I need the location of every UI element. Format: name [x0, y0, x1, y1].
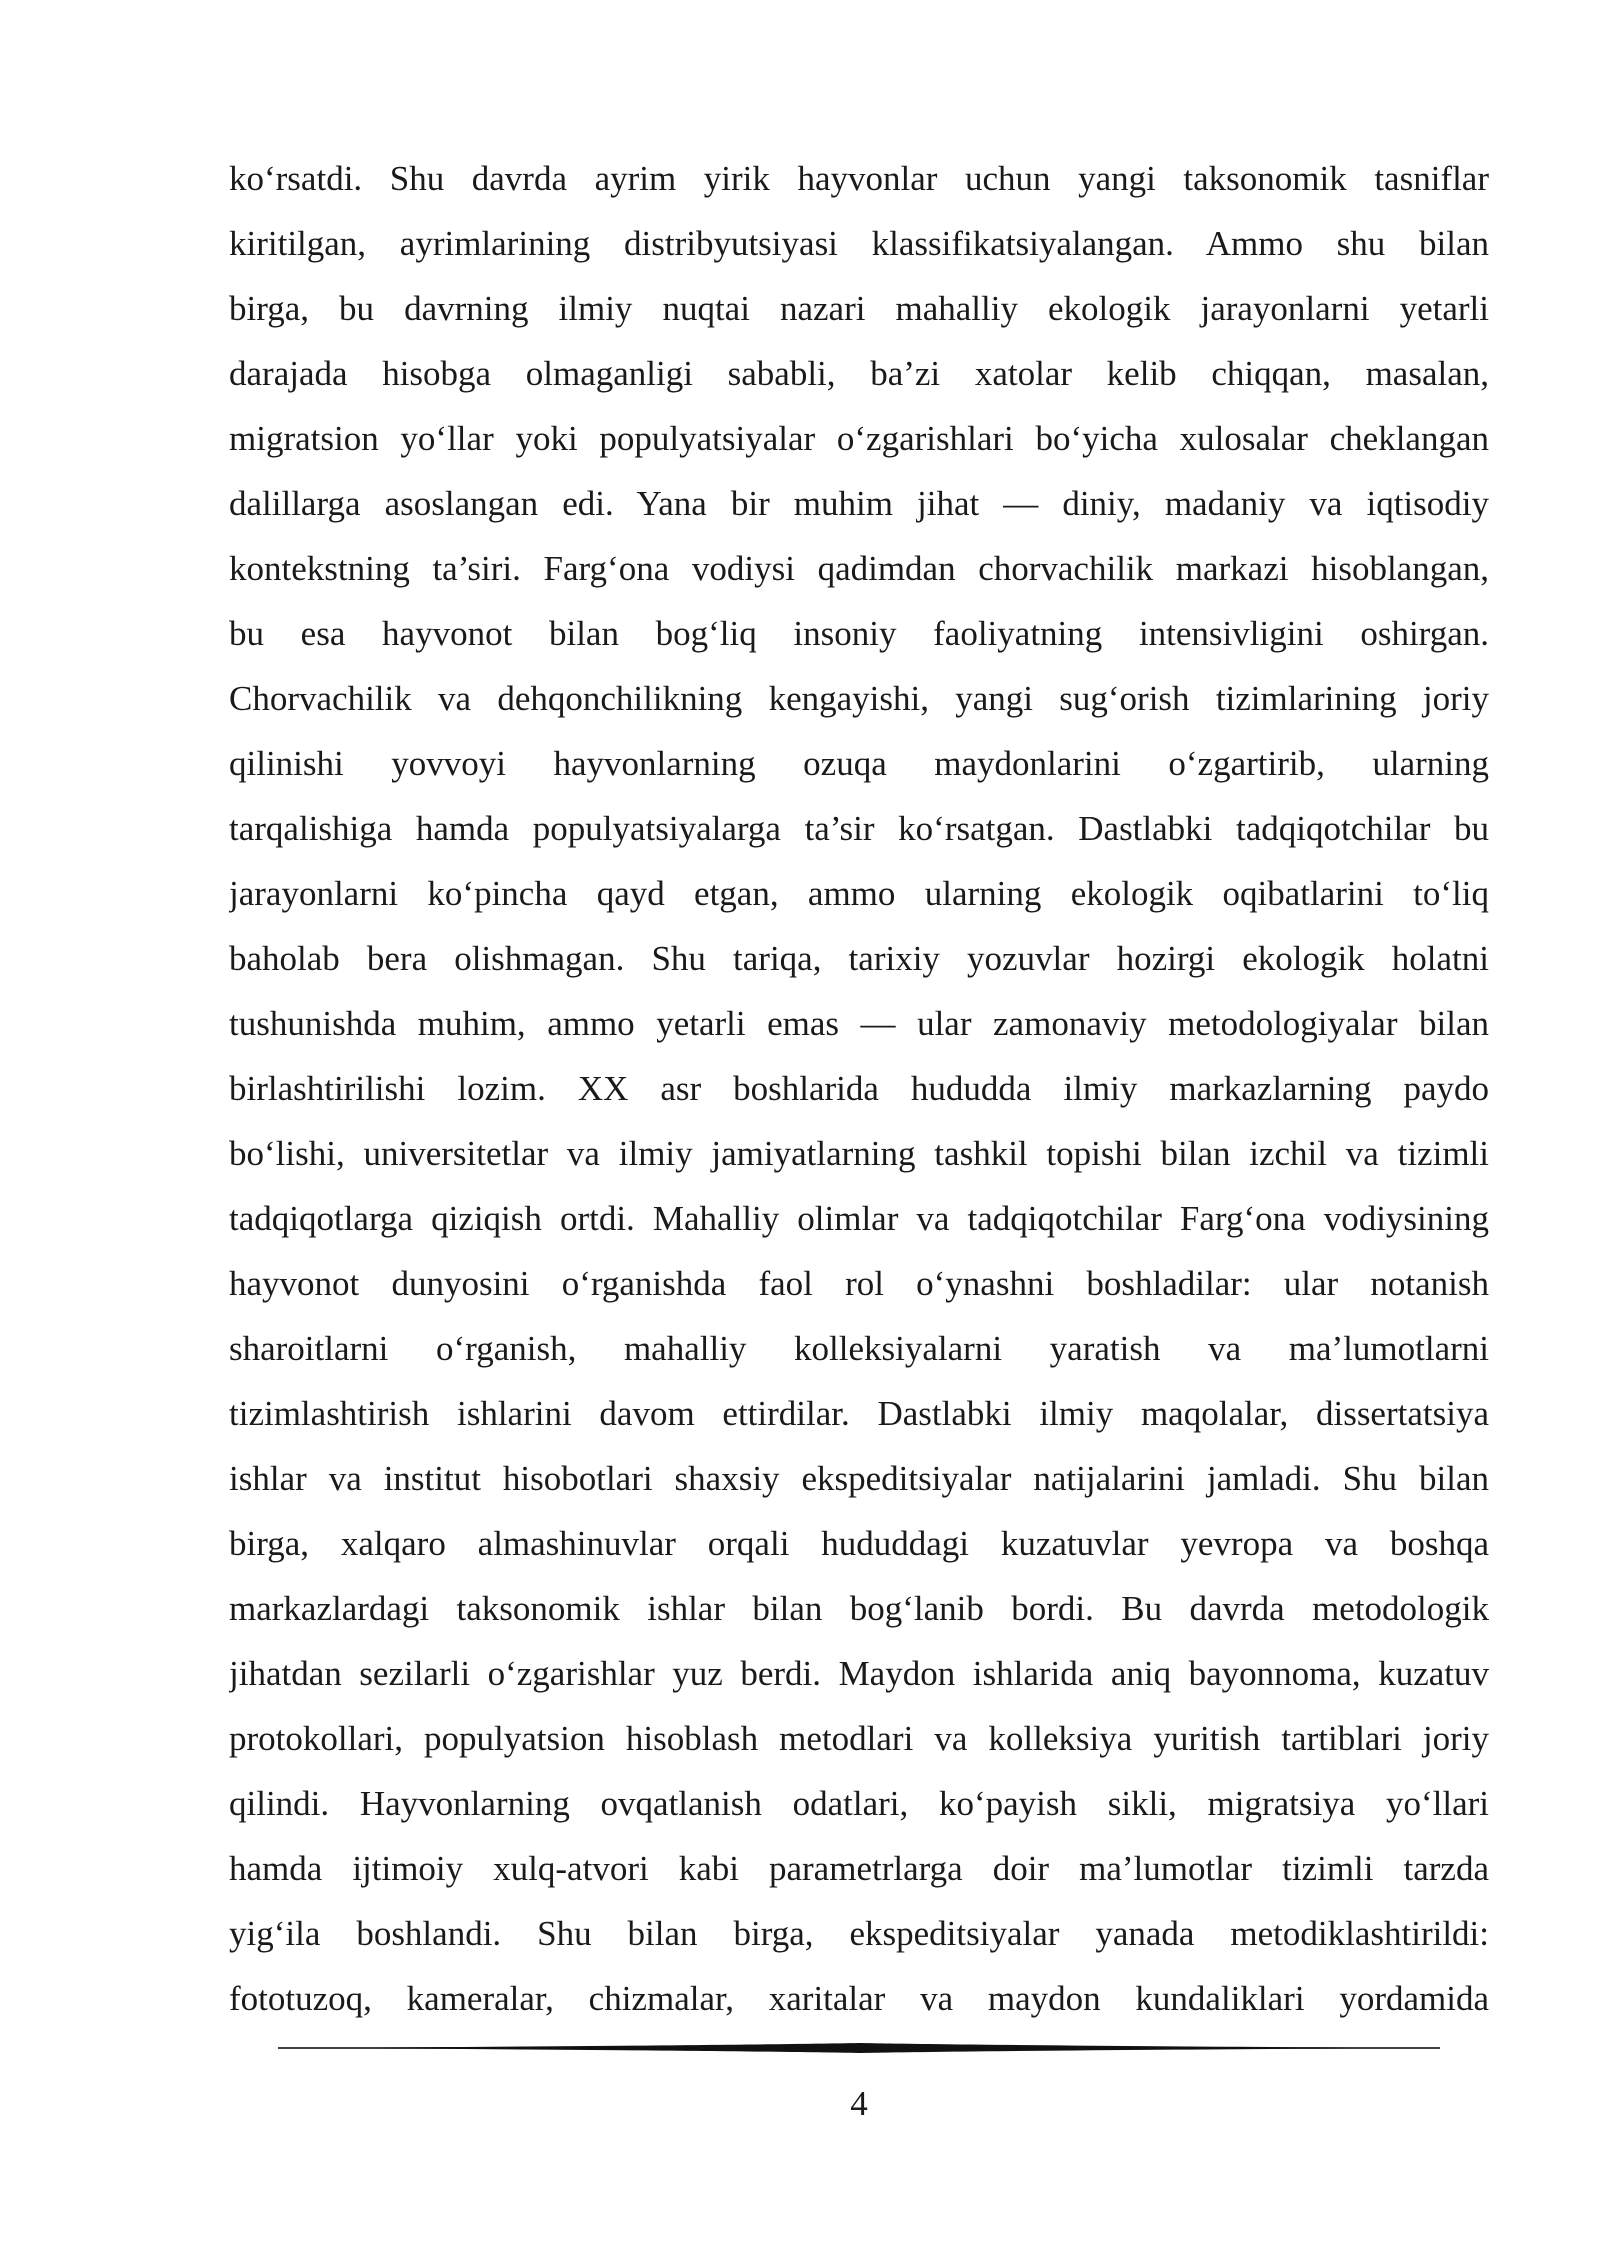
page-number: 4 — [850, 2084, 868, 2123]
text-line: fototuzoq, kameralar, chizmalar, xaritalar va maydon kundaliklari yordamida — [229, 1979, 1489, 2018]
text-line: baholab bera olishmagan. Shu tariqa, tarixiy yozuvlar hozirgi ekologik holatni — [229, 939, 1489, 978]
text-line: birga, bu davrning ilmiy nuqtai nazari mahalliy ekologik jarayonlarni yetarli — [229, 289, 1489, 328]
text-line: birga, xalqaro almashinuvlar orqali hududdagi kuzatuvlar yevropa va boshqa — [229, 1524, 1489, 1563]
text-line: ishlar va institut hisobotlari shaxsiy ekspeditsiyalar natijalarini jamladi. Shu bilan — [229, 1459, 1489, 1498]
text-line: Chorvachilik va dehqonchilikning kengayishi, yangi sug‘orish tizimlarining joriy — [229, 679, 1489, 718]
text-line: tadqiqotlarga qiziqish ortdi. Mahalliy olimlar va tadqiqotchilar Farg‘ona vodiysining — [229, 1199, 1489, 1238]
text-line: jarayonlarni ko‘pincha qayd etgan, ammo ularning ekologik oqibatlarini to‘liq — [229, 874, 1489, 913]
text-line: hayvonot dunyosini o‘rganishda faol rol o‘ynashni boshladilar: ular notanish — [229, 1264, 1489, 1303]
text-line: qilindi. Hayvonlarning ovqatlanish odatlari, ko‘payish sikli, migratsiya yo‘llari — [229, 1784, 1489, 1823]
text-line: kiritilgan, ayrimlarining distribyutsiyasi klassifikatsiyalangan. Ammo shu bilan — [229, 224, 1489, 263]
text-line: tushunishda muhim, ammo yetarli emas — ular zamonaviy metodologiyalar bilan — [229, 1004, 1489, 1043]
text-line: markazlardagi taksonomik ishlar bilan bog‘lanib bordi. Bu davrda metodologik — [229, 1589, 1489, 1628]
text-line: tizimlashtirish ishlarini davom ettirdilar. Dastlabki ilmiy maqolalar, dissertatsiya — [229, 1394, 1489, 1433]
text-line: hamda ijtimoiy xulq-atvori kabi parametrlarga doir ma’lumotlar tizimli tarzda — [229, 1849, 1489, 1888]
text-line: dalillarga asoslangan edi. Yana bir muhim jihat — diniy, madaniy va iqtisodiy — [229, 484, 1489, 523]
text-line: ko‘rsatdi. Shu davrda ayrim yirik hayvonlar uchun yangi taksonomik tasniflar — [229, 159, 1489, 198]
text-line: birlashtirilishi lozim. XX asr boshlarida hududda ilmiy markazlarning paydo — [229, 1069, 1489, 1108]
text-line: yig‘ila boshlandi. Shu bilan birga, ekspeditsiyalar yanada metodiklashtirildi: — [229, 1914, 1489, 1953]
text-line: protokollari, populyatsion hisoblash metodlari va kolleksiya yuritish tartiblari joriy — [229, 1719, 1489, 1758]
footer-divider — [278, 2040, 1440, 2056]
text-line: qilinishi yovvoyi hayvonlarning ozuqa maydonlarini o‘zgartirib, ularning — [229, 744, 1489, 783]
text-line: bo‘lishi, universitetlar va ilmiy jamiyatlarning tashkil topishi bilan izchil va tizimli — [229, 1134, 1489, 1173]
text-line: sharoitlarni o‘rganish, mahalliy kolleksiyalarni yaratish va ma’lumotlarni — [229, 1329, 1489, 1368]
text-line: darajada hisobga olmaganligi sababli, ba’zi xatolar kelib chiqqan, masalan, — [229, 354, 1489, 393]
text-line: kontekstning ta’siri. Farg‘ona vodiysi qadimdan chorvachilik markazi hisoblangan, — [229, 549, 1489, 588]
text-line: bu esa hayvonot bilan bog‘liq insoniy faoliyatning intensivligini oshirgan. — [229, 614, 1489, 653]
body-text — [229, 146, 1489, 2031]
text-line: tarqalishiga hamda populyatsiyalarga ta’sir ko‘rsatgan. Dastlabki tadqiqotchilar bu — [229, 809, 1489, 848]
text-line: migratsion yo‘llar yoki populyatsiyalar o‘zgarishlari bo‘yicha xulosalar cheklangan — [229, 419, 1489, 458]
text-line: jihatdan sezilarli o‘zgarishlar yuz berdi. Maydon ishlarida aniq bayonnoma, kuzatuv — [229, 1654, 1489, 1693]
